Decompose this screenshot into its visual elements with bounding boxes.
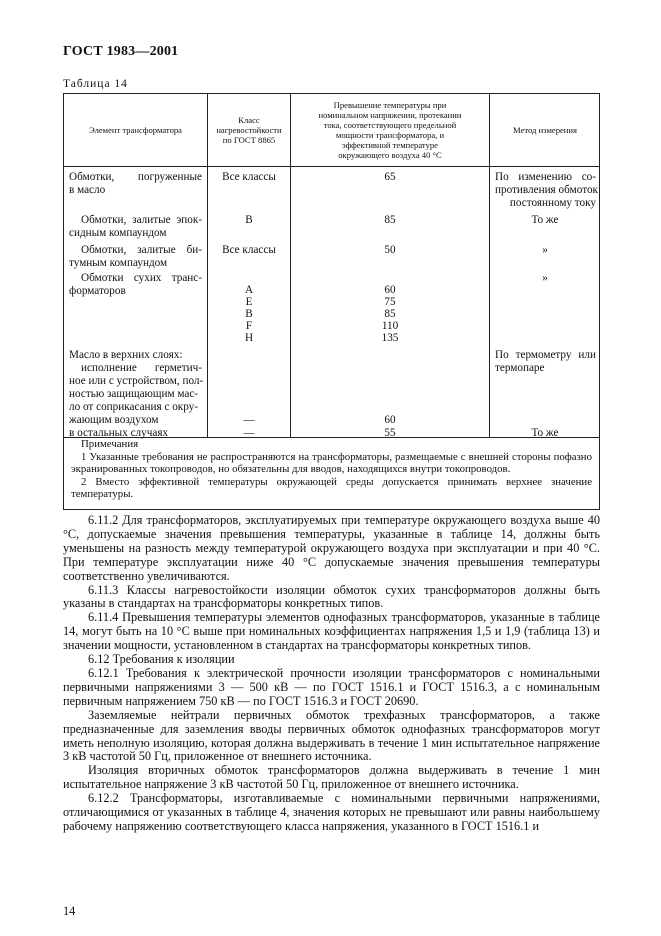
- header-rise-line: окружающего воздуха 40 °С: [338, 150, 442, 160]
- row4-class: Н: [244, 332, 254, 344]
- row4-value: 135: [381, 332, 399, 344]
- row2-value: 85: [384, 214, 396, 226]
- row1-method-line: По изменению со-: [495, 171, 596, 183]
- note-2: 2 Вместо эффективной температуры окружающей среды допускается принимать верхнее значение температуры.: [71, 475, 592, 500]
- section-heading-6-12: 6.12 Требования к изоляции: [88, 652, 235, 667]
- paragraph-neutral-insulation: Заземляемые нейтрали первичных обмоток трехфазных трансформаторов, а также предназначенные для заземления вводы первичных обмоток однофазных трансформаторов могут иметь неполную изоляцию, которая должна выдерживать в течение 1 мин испытательное напряжение 3 кВ частотой 50 Гц, приложенное от внешнего источника.: [63, 707, 600, 764]
- row5-method-line: По термометру или: [495, 349, 596, 361]
- note-1: 1 Указанные требования не распространяются на трансформаторы, размещаемые с внешней стороны пофазно экранированных токопроводов, но обязательны для вводов, находящихся внутри токопроводов.: [71, 450, 592, 475]
- table-notes: [71, 438, 592, 501]
- row3-method: »: [542, 244, 548, 256]
- row4-class: Е: [245, 296, 253, 308]
- paragraph-6-11-4: 6.11.4 Превышения температуры элементов однофазных трансформаторов, указанные в таблице 14, могут быть на 10 °С выше при номинальных коэффициентах напряжения 1,5 и 1,9 (таблица 13) и значении мощности, установленном в стандартах на трансформаторы конкретных типов.: [63, 610, 600, 653]
- header-class-line: Класс: [238, 115, 260, 125]
- row1-method-line: постоянному току: [509, 197, 596, 209]
- header-rise-line: тока, соответствующего предельной: [323, 120, 457, 130]
- table-14: [63, 93, 600, 510]
- row1-value: 65: [384, 171, 396, 183]
- paragraph-6-11-3: 6.11.3 Классы нагревостойкости изоляции обмоток сухих трансформаторов должны быть указаны в стандартах на трансформаторы конкретных типов.: [63, 582, 600, 611]
- header-temperature-rise: [291, 94, 489, 166]
- row2-method: То же: [531, 214, 559, 226]
- row4-element-line: форматоров: [69, 285, 126, 297]
- row5-element-line: ло от соприкасания с окру-: [69, 401, 199, 413]
- row2-class: В: [245, 214, 253, 226]
- paragraph-secondary-insulation: Изоляция вторичных обмоток трансформаторов должна выдерживать в течение 1 мин испытательное напряжение 3 кВ частотой 50 Гц, приложенное от внешнего источника.: [63, 763, 600, 792]
- row3-value: 50: [384, 244, 396, 256]
- header-rise-line: эффективной температуре: [341, 140, 438, 150]
- paragraph-6-11-2: 6.11.2 Для трансформаторов, эксплуатируемых при температуре окружающего воздуха выше 40 °С, допускаемые значения превышения температуры, указанные в таблице 14, должны быть уменьшены на разность между температурой окружающего воздуха при эксплуатации и при 40 °С. При температуре эксплуатации ниже 40 °С допускаемые значения превышения температуры соответственно увеличиваются.: [63, 513, 600, 583]
- row4-value: 110: [381, 320, 399, 332]
- row5-method-line: термопаре: [495, 362, 545, 374]
- row2-element-line: Обмотки, залитые эпок-: [81, 214, 202, 226]
- row3-element-line: Обмотки, залитые би-: [81, 244, 202, 256]
- page-number: 14: [63, 904, 76, 918]
- body-text: [63, 514, 600, 834]
- row1-method-line: противления обмоток: [495, 184, 598, 196]
- row4-class: F: [245, 320, 253, 332]
- header-divider: [64, 166, 599, 167]
- row1-class: Все классы: [222, 171, 276, 183]
- row2-element-line: сидным компаундом: [69, 227, 167, 239]
- row5-element-line: ное или с устройством, пол-: [69, 375, 204, 387]
- row1-element-line: в масло: [69, 184, 106, 196]
- row5-element-line: ностью защищающим мас-: [69, 388, 199, 400]
- row4-class: А: [244, 284, 254, 296]
- row6-element: в остальных случаях: [69, 427, 169, 439]
- row4-method: »: [542, 272, 548, 284]
- header-rise-line: Превышение температуры при: [333, 100, 447, 110]
- header-class: [208, 94, 290, 166]
- row1-element-line: Обмотки, погруженные: [69, 171, 202, 183]
- header-rise-line: номинальном напряжении, протекании: [318, 110, 462, 120]
- row4-value: 75: [384, 296, 396, 308]
- row3-class: Все классы: [222, 244, 276, 256]
- paragraph-6-12-1: 6.12.1 Требования к электрической прочности изоляции трансформаторов с номинальными первичными напряжениями 3 — 500 кВ — по ГОСТ 1516.1 и ГОСТ 1516.3, а с номинальным первичным напряжением 750 кВ — по ГОСТ 1516.3 и ГОСТ 20690.: [63, 665, 600, 708]
- row6-method: То же: [531, 427, 559, 439]
- standard-header: ГОСТ 1983—2001: [63, 44, 179, 59]
- row6-class: —: [243, 427, 255, 439]
- row3-element-line: тумным компаундом: [69, 257, 168, 269]
- row5-class: —: [243, 414, 255, 426]
- header-class-line: по ГОСТ 8865: [222, 135, 276, 145]
- row5-element-line: Масло в верхних слоях:: [69, 349, 183, 361]
- notes-title: Примечания: [81, 438, 139, 450]
- row4-class: В: [245, 308, 253, 320]
- row4-element-line: Обмотки сухих транс-: [81, 272, 202, 284]
- row6-value: 55: [384, 427, 396, 439]
- row5-element-line: жающим воздухом: [69, 414, 159, 426]
- header-class-line: нагревостойкости: [216, 125, 282, 135]
- header-rise-line: мощности трансформатора, и: [335, 130, 445, 140]
- row4-value: 85: [384, 308, 396, 320]
- table-caption: Таблица 14: [63, 78, 128, 90]
- row5-element-line: исполнение герметич-: [81, 362, 202, 374]
- row5-value: 60: [384, 414, 396, 426]
- header-element: Элемент трансформатора: [89, 125, 182, 135]
- paragraph-6-12-2: 6.12.2 Трансформаторы, изготавливаемые с номинальными первичными напряжениями, отличающимися от указанных в таблице 4, значения которых не превышают или равны наибольшему рабочему напряжению соответствующего класса напряжения, указанного в ГОСТ 1516.1 и: [63, 791, 600, 833]
- row4-value: 60: [384, 284, 396, 296]
- header-method: Метод измерения: [513, 125, 577, 135]
